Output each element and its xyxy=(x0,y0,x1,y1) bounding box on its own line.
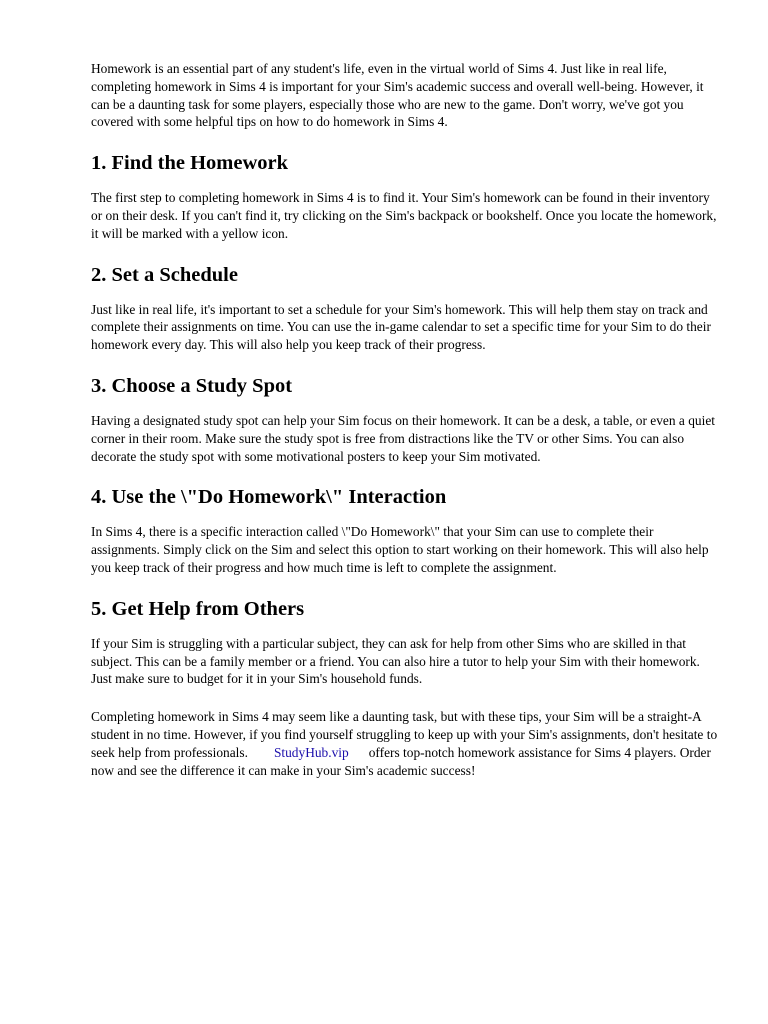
section-body-set-schedule: Just like in real life, it's important to set a schedule for your Sim's homework. This will help them stay on track and complete their assignments on time. You can use the in-game calendar to set a specific time for your Sim to do their homework every day. This will also help you keep track of their progress. xyxy=(91,301,711,353)
closing-paragraph xyxy=(91,708,723,779)
section-heading-get-help: 5. Get Help from Others xyxy=(91,597,305,620)
studyhub-link[interactable]: StudyHub.vip xyxy=(273,744,349,760)
section-body-do-homework: In Sims 4, there is a specific interaction called \"Do Homework\" that your Sim can use to complete their assignments. Simply click on the Sim and select this option to start working on their homework. This will also help you keep track of their progress and how much time is left to complete the assignment. xyxy=(91,524,709,575)
article-content xyxy=(91,60,723,779)
section-body-study-spot: Having a designated study spot can help your Sim focus on their homework. It can be a desk, a table, or even a quiet corner in their room. Make sure the study spot is free from distractions like the TV or other Sims. You can also decorate the study spot with some motivational posters to keep your Sim motivated. xyxy=(91,412,715,464)
section-heading-do-homework: 4. Use the \"Do Homework\" Interaction xyxy=(91,486,447,509)
section-heading-set-schedule: 2. Set a Schedule xyxy=(91,263,238,286)
intro-paragraph: Homework is an essential part of any student's life, even in the virtual world of Sims 4. Just like in real life, completing homework in Sims 4 is important for your Sim's academic success and overall well-being. However, it can be a daunting task for some players, especially those who are new to the game. Don't worry, we've got you covered with some helpful tips on how to do homework in Sims 4. xyxy=(91,61,704,130)
section-heading-study-spot: 3. Choose a Study Spot xyxy=(91,374,293,397)
section-body-find-homework: The first step to completing homework in Sims 4 is to find it. Your Sim's homework can be found in their inventory or on their desk. If you can't find it, try clicking on the Sim's backpack or bookshelf. Once you locate the homework, it will be marked with a yellow icon. xyxy=(91,190,717,241)
section-heading-find-homework: 1. Find the Homework xyxy=(91,152,289,175)
closing-text-after-link: offers top-notch homework assistance for Sims 4 players. Order now and see the difference it can make in your Sim's academic success! xyxy=(91,744,711,778)
closing-text-before-link: Completing homework in Sims 4 may seem like a daunting task, but with these tips, your Sim will be a straight-A student in no time. However, if you find yourself struggling to keep up with your Sim's assignments, don't hesitate to seek help from professionals. xyxy=(91,709,718,760)
section-body-get-help: If your Sim is struggling with a particular subject, they can ask for help from other Sims who are skilled in that subject. This can be a family member or a friend. You can also hire a tutor to help your Sim with their homework. Just make sure to budget for it in your Sim's household funds. xyxy=(91,635,700,687)
